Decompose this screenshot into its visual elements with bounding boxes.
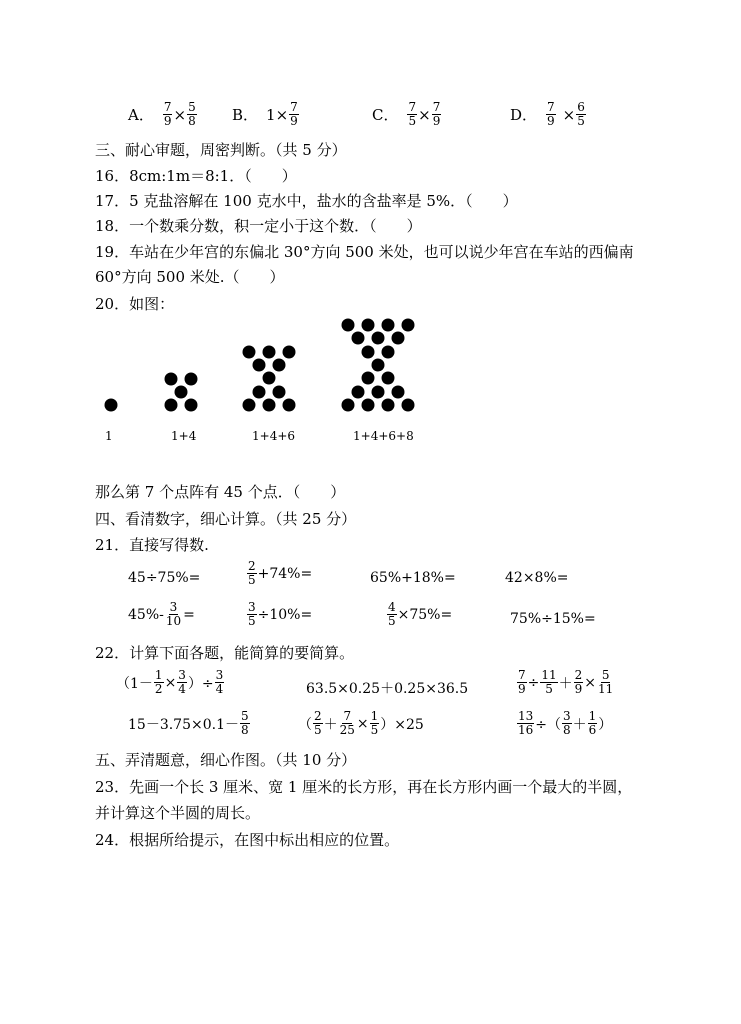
numerator: 6	[577, 100, 585, 114]
operator: ×	[173, 105, 187, 124]
fraction	[407, 101, 417, 128]
fraction	[517, 710, 534, 737]
denominator: 11	[598, 682, 614, 696]
operator: ×	[164, 674, 177, 691]
denominator: 10	[165, 614, 182, 628]
expression-part: （1－	[116, 675, 153, 692]
dot-pattern-figure	[95, 312, 455, 422]
section-5-title: 五、弄清题意，细心作图。（共 10 分）	[95, 751, 357, 769]
dot	[352, 332, 365, 345]
denominator: 8	[240, 723, 249, 737]
denominator: 4	[215, 682, 224, 696]
calc-22-6	[516, 710, 612, 737]
calc-21-3: 65%+18%=	[370, 570, 456, 586]
fraction	[339, 710, 356, 737]
operator: ＋	[572, 716, 587, 733]
question-19-line-2: 60°方向 500 米处.（ ）	[95, 268, 285, 286]
dot-pattern-2	[165, 373, 198, 412]
denominator: 9	[547, 114, 555, 128]
expression-part: ）÷	[187, 675, 214, 692]
operator: ＋	[558, 675, 573, 692]
numerator: 7	[408, 100, 417, 114]
fraction	[588, 710, 598, 737]
option-d	[510, 101, 587, 128]
denominator: 5	[248, 573, 256, 587]
dot	[283, 399, 296, 412]
expression-part: ）	[598, 716, 613, 733]
denominator: 6	[588, 723, 597, 737]
expression-prefix: 45%-	[128, 606, 164, 623]
dot	[273, 359, 286, 372]
numerator: 1	[370, 709, 379, 723]
dot-pattern-4	[342, 319, 415, 412]
operator: 1×	[266, 105, 289, 124]
fraction	[370, 710, 380, 737]
dot	[342, 319, 355, 332]
option-c	[372, 101, 442, 128]
dot	[402, 399, 415, 412]
fraction	[177, 669, 187, 696]
denominator: 5	[388, 614, 396, 628]
question-19-line-1: 19．车站在少年宫的东偏北 30°方向 500 米处，也可以说少年宫在车站的西偏南	[95, 243, 634, 261]
dot	[362, 399, 375, 412]
dot	[372, 386, 385, 399]
dot	[263, 372, 276, 385]
fraction	[574, 669, 584, 696]
dot	[105, 399, 118, 412]
option-d-label: D．	[510, 106, 538, 124]
pattern-caption-1: 1	[105, 429, 113, 443]
question-17: 17．5 克盐溶解在 100 克水中，盐水的含盐率是 5%．（ ）	[95, 192, 518, 210]
dot-pattern-3	[243, 346, 296, 412]
denominator: 5	[408, 114, 417, 128]
denominator: 8	[563, 723, 571, 737]
dot	[372, 332, 385, 345]
expression-part: 15－3.75×0.1－	[128, 716, 239, 733]
dot	[263, 346, 276, 359]
pattern-caption-2: 1+4	[171, 429, 197, 443]
dot	[165, 373, 178, 386]
denominator: 5	[314, 723, 322, 737]
denominator: 4	[178, 682, 186, 696]
pattern-caption-4: 1+4+6+8	[353, 429, 414, 443]
expression-part: ÷（	[535, 716, 562, 733]
operator: ÷	[527, 674, 540, 691]
fraction	[215, 669, 225, 696]
fraction	[165, 601, 182, 628]
numerator: 3	[215, 668, 224, 682]
denominator: 5	[577, 114, 585, 128]
dot	[185, 373, 198, 386]
dot	[382, 346, 395, 359]
denominator: 25	[339, 723, 355, 737]
fraction	[240, 710, 250, 737]
dot	[243, 346, 256, 359]
numerator: 7	[290, 100, 298, 114]
dot	[175, 386, 188, 399]
fraction	[562, 710, 572, 737]
numerator: 7	[432, 100, 441, 114]
dot	[392, 332, 405, 345]
fraction	[517, 669, 527, 696]
dot	[253, 359, 266, 372]
dot-pattern-1	[105, 399, 118, 412]
question-23-line-1: 23．先画一个长 3 厘米、宽 1 厘米的长方形，再在长方形内画一个最大的半圆，	[95, 778, 633, 796]
question-22: 22．计算下面各题，能简算的要简算。	[95, 644, 355, 662]
expression-rest: ÷10%=	[257, 606, 313, 623]
operator: ×	[562, 105, 576, 124]
fraction	[289, 101, 299, 128]
fraction	[432, 101, 442, 128]
question-16: 16．8cm:1m＝8:1．（ ）	[95, 167, 297, 185]
numerator: 7	[547, 100, 555, 114]
option-c-label: C．	[372, 106, 399, 124]
calc-22-5	[298, 710, 424, 737]
fraction	[163, 101, 173, 128]
denominator: 9	[518, 682, 526, 696]
operator: ×	[418, 105, 431, 124]
calc-21-5	[128, 601, 195, 628]
dot	[273, 386, 286, 399]
numerator: 5	[240, 709, 249, 723]
fraction	[546, 101, 556, 128]
denominator: 9	[290, 114, 298, 128]
calc-21-4: 42×8%=	[505, 570, 569, 586]
denominator: 5	[370, 723, 379, 737]
denominator: 16	[518, 723, 534, 737]
numerator: 7	[343, 709, 352, 723]
numerator: 7	[518, 668, 526, 682]
dot	[243, 399, 256, 412]
option-b	[232, 101, 300, 128]
calc-21-7	[386, 601, 452, 628]
operator: ＋	[323, 716, 338, 733]
dot	[185, 399, 198, 412]
fraction	[597, 669, 614, 696]
operator: ×	[356, 715, 369, 732]
question-21: 21．直接写得数.	[95, 536, 209, 554]
expression-rest: =	[183, 606, 195, 623]
dot	[402, 319, 415, 332]
dot	[382, 319, 395, 332]
dot	[382, 399, 395, 412]
expression-rest: +74%=	[257, 565, 313, 582]
calc-21-2	[246, 560, 312, 587]
calc-21-8: 75%÷15%=	[510, 611, 596, 627]
dot	[392, 386, 405, 399]
pattern-caption-3: 1+4+6	[252, 429, 296, 443]
expression-part: ）×25	[380, 716, 424, 733]
dot	[263, 399, 276, 412]
question-18: 18．一个数乘分数，积一定小于这个数．（ ）	[95, 217, 422, 235]
numerator: 3	[178, 668, 186, 682]
denominator: 9	[163, 114, 172, 128]
numerator: 1	[588, 709, 597, 723]
dot	[372, 359, 385, 372]
denominator: 5	[248, 614, 256, 628]
fraction	[247, 601, 257, 628]
calc-22-4	[128, 710, 251, 737]
section-4-title: 四、看清数字，细心计算。（共 25 分）	[95, 510, 357, 528]
question-24: 24．根据所给提示，在图中标出相应的位置。	[95, 831, 400, 849]
fraction	[313, 710, 323, 737]
dot	[362, 346, 375, 359]
expression-rest: ×75%=	[397, 606, 453, 623]
dot	[165, 399, 178, 412]
option-b-label: B．	[232, 106, 259, 124]
numerator: 5	[188, 100, 196, 114]
denominator: 2	[154, 682, 163, 696]
numerator: 3	[169, 600, 178, 614]
numerator: 7	[163, 100, 172, 114]
section-3-title: 三、耐心审题，周密判断。（共 5 分）	[95, 141, 347, 159]
operator: ×	[584, 674, 597, 691]
calc-22-1	[116, 669, 225, 696]
dot	[283, 346, 296, 359]
numerator: 2	[248, 559, 256, 573]
fraction	[576, 101, 586, 128]
numerator: 2	[574, 668, 583, 682]
fraction	[247, 560, 257, 587]
dot	[362, 319, 375, 332]
numerator: 4	[388, 600, 396, 614]
numerator: 5	[601, 668, 610, 682]
numerator: 3	[563, 709, 571, 723]
numerator: 11	[541, 668, 557, 682]
fraction	[154, 669, 164, 696]
fraction	[387, 601, 397, 628]
denominator: 5	[545, 682, 553, 696]
denominator: 9	[432, 114, 441, 128]
fraction	[187, 101, 197, 128]
dot	[352, 386, 365, 399]
dot	[382, 372, 395, 385]
numerator: 13	[518, 709, 534, 723]
option-a	[128, 101, 198, 128]
calc-21-1: 45÷75%=	[128, 570, 201, 586]
numerator: 3	[248, 600, 256, 614]
dot	[342, 399, 355, 412]
question-20: 20．如图：	[95, 295, 175, 313]
calc-21-6	[246, 601, 312, 628]
option-a-label: A．	[128, 106, 154, 124]
denominator: 8	[188, 114, 196, 128]
question-23-line-2: 并计算这个半圆的周长。	[95, 804, 261, 822]
numerator: 1	[154, 668, 163, 682]
dot	[362, 372, 375, 385]
denominator: 9	[574, 682, 583, 696]
calc-22-2: 63.5×0.25＋0.25×36.5	[306, 681, 469, 697]
fraction	[540, 669, 557, 696]
calc-22-3	[516, 669, 615, 696]
question-20-statement: 那么第 7 个点阵有 45 个点．（ ）	[95, 483, 346, 501]
expression-part: （	[298, 716, 312, 733]
dot	[253, 386, 266, 399]
numerator: 2	[314, 709, 322, 723]
